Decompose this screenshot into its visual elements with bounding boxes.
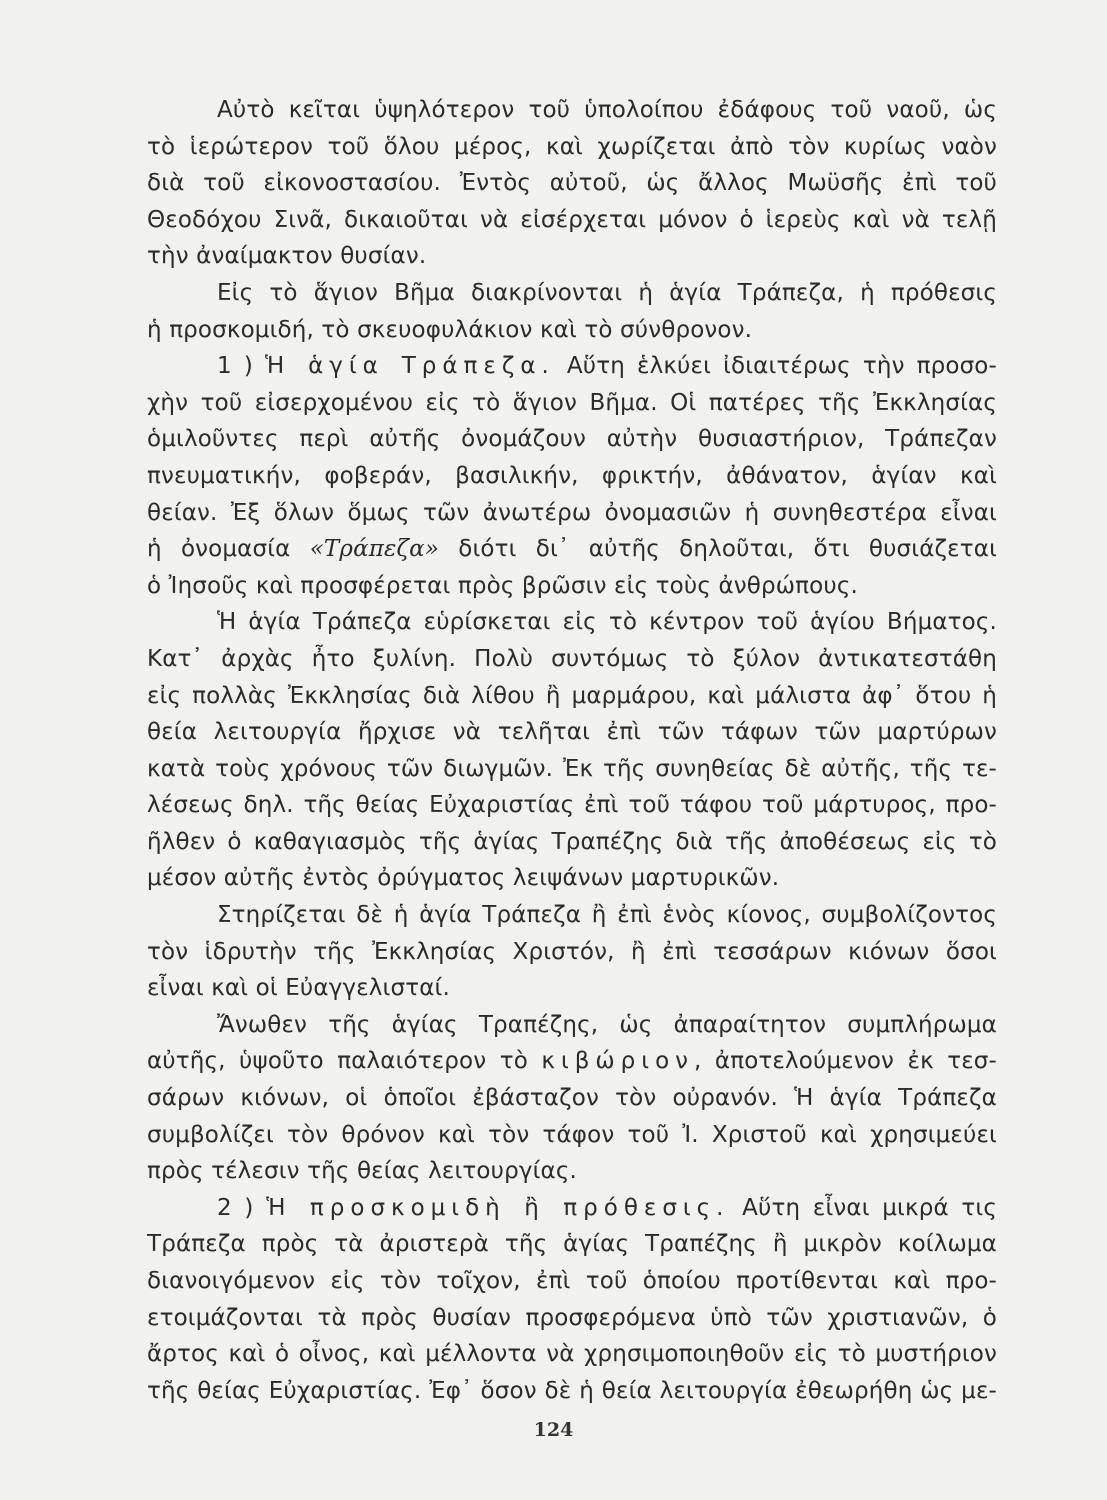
section-heading: Ἡ ἁγία Τράπεζα. bbox=[265, 353, 555, 380]
text-line: διανοιγόμενον εἰς τὸν τοῖχον, ἐπὶ τοῦ ὁποίου προτίθενται καὶ προ- bbox=[147, 1268, 997, 1294]
text-line: τὸ ἱερώτερον τοῦ ὅλου μέρος, καὶ χωρίζεται ἀπὸ τὸν κυρίως ναὸν bbox=[147, 133, 997, 160]
section-text: Αὕτη ἑλκύει ἰδιαιτέρως τὴν προσο- bbox=[554, 353, 997, 380]
spaced-term: κιβώριον bbox=[541, 1048, 694, 1075]
section-text: Αὕτη εἶναι μικρά τις bbox=[729, 1194, 997, 1221]
section-heading-line bbox=[147, 1190, 997, 1227]
text-line: Στηρίζεται δὲ ἡ ἁγία Τράπεζα ἢ ἐπὶ ἑνὸς κίονος, συμβολίζοντος bbox=[217, 902, 997, 929]
text-line: Ἄνωθεν τῆς ἁγίας Τραπέζης, ὡς ἀπαραίτητον συμπλήρωμα bbox=[217, 1011, 997, 1038]
text-line: ἡ ὀνομασία «Τράπεζα» διότι δι᾿ αὐτῆς δηλοῦται, ὅτι θυσιάζεται bbox=[147, 536, 997, 563]
text-line: εἰς πολλὰς Ἐκκλησίας διὰ λίθου ἢ μαρμάρου, καὶ μάλιστα ἀφ᾿ ὅτου ἡ bbox=[147, 682, 997, 709]
section-number: 1 ) bbox=[217, 353, 266, 380]
text-line: Τράπεζα πρὸς τὰ ἀριστερὰ τῆς ἁγίας Τραπέζης ἢ μικρὸν κοίλωμα bbox=[147, 1231, 997, 1258]
text-line: χὴν τοῦ εἰσερχομένου εἰς τὸ ἅγιον Βῆμα. Οἱ πατέρες τῆς Ἐκκλησίας bbox=[147, 389, 997, 416]
text-line: ὁμιλοῦντες περὶ αὐτῆς ὀνομάζουν αὐτὴν θυσιαστήριον, Τράπεζαν bbox=[147, 426, 997, 453]
text-line: ῆλθεν ὁ καθαγιασμὸς τῆς ἁγίας Τραπέζης διὰ τῆς ἀποθέσεως εἰς τὸ bbox=[147, 828, 997, 855]
text-line: κατὰ τοὺς χρόνους τῶν διωγμῶν. Ἐκ τῆς συνηθείας δὲ αὐτῆς, τῆς τε- bbox=[147, 755, 997, 782]
section-heading: Ἡ προσκομιδὴ ἢ πρόθεσις. bbox=[266, 1194, 730, 1221]
text-line: πνευματικήν, φοβεράν, βασιλικήν, φρικτήν, ἀθάνατον, ἁγίαν καὶ bbox=[147, 462, 997, 489]
text-line: εἶναι καὶ οἱ Εὐαγγελισταί. bbox=[147, 975, 450, 1002]
text-line: θείαν. Ἐξ ὅλων ὅμως τῶν ἀνωτέρω ὀνομασιῶν ἡ συνηθεστέρα εἶναι bbox=[147, 499, 997, 526]
body-text bbox=[147, 92, 997, 1409]
text-line: τῆς θείας Εὐχαριστίας. Ἐφ᾿ ὅσον δὲ ἡ θεία λειτουργία ἐθεωρήθη ὡς με- bbox=[147, 1377, 997, 1404]
text-line: ετοιμάζονται τὰ πρὸς θυσίαν προσφερόμενα ὑπὸ τῶν χριστιανῶν, ὁ bbox=[147, 1304, 997, 1331]
text-line: Ἡ ἁγία Τράπεζα εὑρίσκεται εἰς τὸ κέντρον τοῦ ἁγίου Βήματος. bbox=[217, 609, 997, 636]
text-line: διὰ τοῦ εἰκονοστασίου. Ἐντὸς αὐτοῦ, ὡς ἄλλος Μωϋσῆς ἐπὶ τοῦ bbox=[147, 170, 997, 197]
section-heading-line bbox=[147, 348, 997, 385]
text-line: θεία λειτουργία ἤρχισε νὰ τελῆται ἐπὶ τῶν τάφων τῶν μαρτύρων bbox=[147, 719, 997, 746]
text-line: Κατ᾿ ἀρχὰς ἦτο ξυλίνη. Πολὺ συντόμως τὸ ξύλον ἀντικατεστάθη bbox=[147, 645, 997, 672]
text-line: Εἰς τὸ ἅγιον Βῆμα διακρίνονται ἡ ἁγία Τράπεζα, ἡ πρόθεσις bbox=[217, 279, 997, 306]
text-line: Αὐτὸ κεῖται ὑψηλότερον τοῦ ὑπολοίπου ἐδάφους τοῦ ναοῦ, ὡς bbox=[217, 97, 997, 123]
text-line: λέσεως δηλ. τῆς θείας Εὐχαριστίας ἐπὶ τοῦ τάφου τοῦ μάρτυρος, προ- bbox=[147, 792, 997, 819]
text-line: αὐτῆς, ὑψοῦτο παλαιότερον τὸ κιβώριον, ἀποτελούμενον ἐκ τεσ- bbox=[147, 1048, 997, 1075]
text-line: τὴν ἀναίμακτον θυσίαν. bbox=[147, 243, 427, 270]
page-number: 124 bbox=[533, 1419, 574, 1441]
text-line: ἡ προσκομιδή, τὸ σκευοφυλάκιον καὶ τὸ σύνθρονον. bbox=[147, 316, 753, 343]
text-line: ἄρτος καὶ ὁ οἶνος, καὶ μέλλοντα νὰ χρησιμοποιηθοῦν εἰς τὸ μυστήριον bbox=[147, 1341, 997, 1368]
text-line: ὁ Ἰησοῦς καὶ προσφέρεται πρὸς βρῶσιν εἰς τοὺς ἀνθρώπους. bbox=[147, 572, 858, 599]
section-number: 2 ) bbox=[217, 1194, 267, 1221]
text-line: πρὸς τέλεσιν τῆς θείας λειτουργίας. bbox=[147, 1158, 577, 1185]
text-line: μέσον αὐτῆς ἐντὸς ὀρύγματος λειψάνων μαρτυρικῶν. bbox=[147, 865, 780, 892]
quoted-term: «Τράπεζα» bbox=[309, 536, 440, 563]
text-line: τὸν ἱδρυτὴν τῆς Ἐκκλησίας Χριστόν, ἢ ἐπὶ τεσσάρων κιόνων ὅσοι bbox=[147, 938, 997, 965]
text-line: συμβολίζει τὸν θρόνον καὶ τὸν τάφον τοῦ Ἰ. Χριστοῦ καὶ χρησιμεύει bbox=[147, 1121, 997, 1148]
text-line: Θεοδόχου Σινᾶ, δικαιοῦται νὰ εἰσέρχεται μόνον ὁ ἱερεὺς καὶ νὰ τελῇ bbox=[147, 206, 997, 233]
text-line: σάρων κιόνων, οἱ ὁποῖοι ἐβάσταζον τὸν οὐρανόν. Ἡ ἁγία Τράπεζα bbox=[147, 1085, 997, 1112]
